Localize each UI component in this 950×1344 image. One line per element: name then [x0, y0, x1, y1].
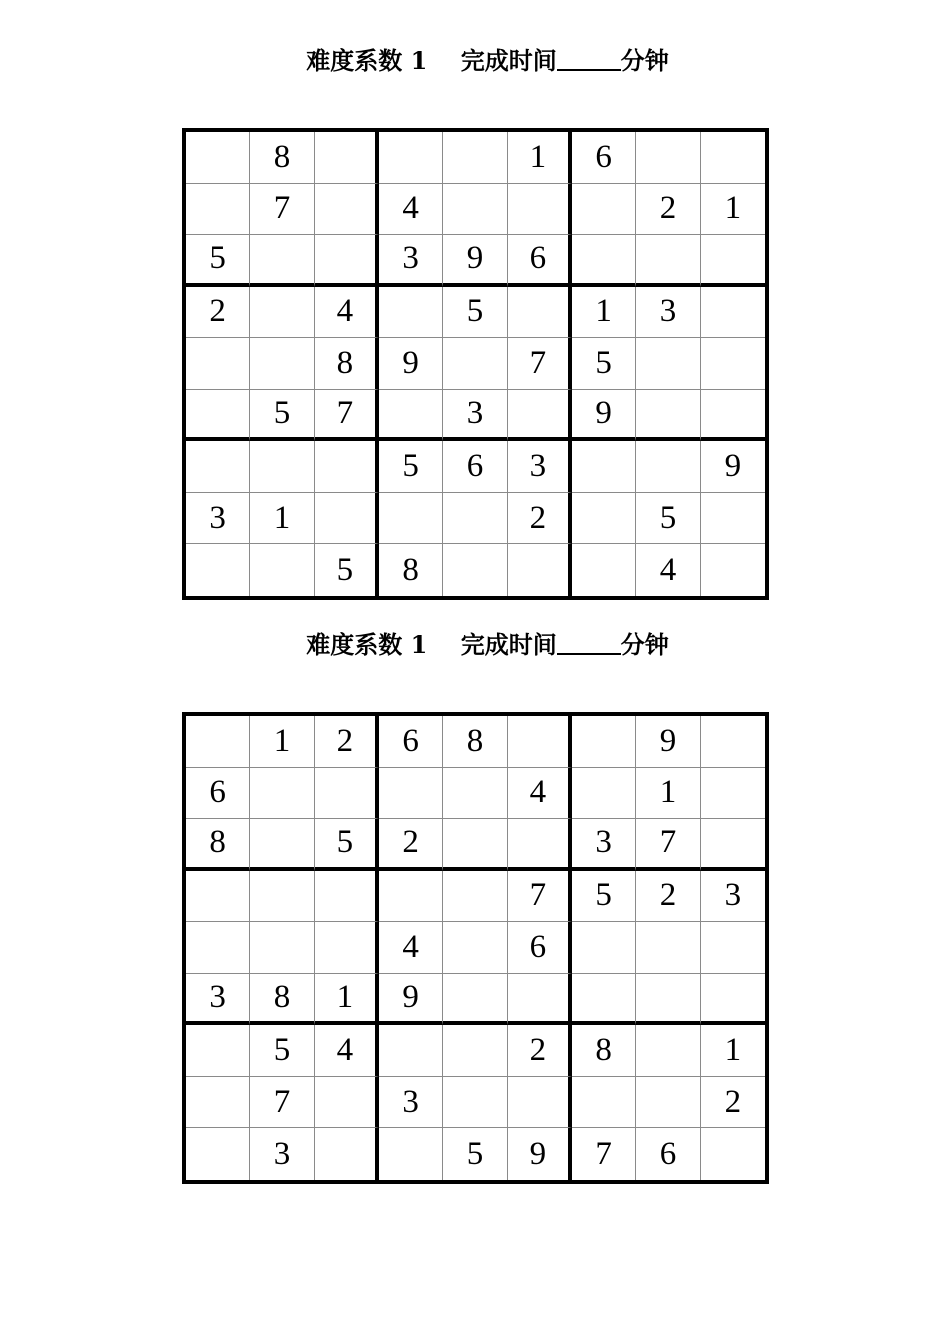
sudoku-cell[interactable]: 8 [186, 819, 250, 871]
sudoku-cell[interactable] [636, 922, 700, 974]
sudoku-cell[interactable] [572, 493, 636, 545]
sudoku-cell[interactable]: 9 [508, 1128, 572, 1180]
puzzle-2-title [0, 630, 950, 660]
sudoku-cell[interactable] [701, 974, 765, 1026]
sudoku-cell[interactable]: 3 [572, 819, 636, 871]
sudoku-cell[interactable] [379, 287, 443, 339]
sudoku-cell[interactable]: 6 [186, 768, 250, 820]
sudoku-cell[interactable] [250, 235, 314, 287]
sudoku-cell[interactable] [186, 922, 250, 974]
sudoku-cell[interactable]: 4 [315, 1025, 379, 1077]
sudoku-cell[interactable] [315, 184, 379, 236]
sudoku-cell[interactable] [701, 716, 765, 768]
sudoku-cell[interactable] [250, 338, 314, 390]
sudoku-cell[interactable]: 7 [508, 871, 572, 923]
sudoku-cell[interactable] [701, 1128, 765, 1180]
sudoku-cell[interactable] [701, 922, 765, 974]
sudoku-cell[interactable]: 9 [636, 716, 700, 768]
sudoku-cell[interactable] [186, 871, 250, 923]
sudoku-cell[interactable] [186, 132, 250, 184]
sudoku-cell[interactable] [572, 184, 636, 236]
sudoku-cell[interactable]: 4 [636, 544, 700, 596]
sudoku-cell[interactable]: 5 [636, 493, 700, 545]
sudoku-grid-2 [182, 712, 769, 1184]
sudoku-cell[interactable] [508, 974, 572, 1026]
sudoku-cell[interactable] [636, 441, 700, 493]
sudoku-cell[interactable] [186, 390, 250, 442]
sudoku-cell[interactable] [186, 441, 250, 493]
sudoku-cell[interactable]: 9 [379, 974, 443, 1026]
sudoku-cell[interactable] [443, 1025, 507, 1077]
sudoku-cell[interactable] [186, 544, 250, 596]
sudoku-cell[interactable]: 5 [572, 338, 636, 390]
sudoku-cell[interactable]: 1 [701, 1025, 765, 1077]
sudoku-cell[interactable] [443, 493, 507, 545]
sudoku-cell[interactable] [636, 1025, 700, 1077]
sudoku-cell[interactable] [508, 184, 572, 236]
sudoku-cell[interactable]: 3 [379, 235, 443, 287]
sudoku-cell[interactable]: 2 [508, 493, 572, 545]
sudoku-cell[interactable] [508, 287, 572, 339]
sudoku-cell[interactable] [701, 819, 765, 871]
sudoku-cell[interactable] [315, 1077, 379, 1129]
sudoku-cell[interactable]: 8 [443, 716, 507, 768]
sudoku-cell[interactable]: 1 [508, 132, 572, 184]
sudoku-cell[interactable] [186, 338, 250, 390]
sudoku-cell[interactable] [572, 922, 636, 974]
difficulty-label: 难度系数 1 [306, 630, 428, 659]
minutes-unit-label: 分钟 [620, 630, 669, 659]
sudoku-cell[interactable]: 4 [379, 922, 443, 974]
sudoku-cell[interactable]: 3 [250, 1128, 314, 1180]
sudoku-cell[interactable] [250, 768, 314, 820]
sudoku-cell[interactable]: 7 [315, 390, 379, 442]
sudoku-cell[interactable] [186, 1077, 250, 1129]
sudoku-cell[interactable]: 6 [636, 1128, 700, 1180]
sudoku-cell[interactable]: 9 [443, 235, 507, 287]
sudoku-cell[interactable] [443, 544, 507, 596]
sudoku-cell[interactable]: 5 [250, 390, 314, 442]
sudoku-cell[interactable]: 2 [701, 1077, 765, 1129]
sudoku-cell[interactable]: 5 [315, 544, 379, 596]
sudoku-cell[interactable]: 3 [701, 871, 765, 923]
sudoku-cell[interactable] [250, 287, 314, 339]
sudoku-cell[interactable] [315, 493, 379, 545]
sudoku-cell[interactable]: 5 [572, 871, 636, 923]
sudoku-cell[interactable]: 8 [315, 338, 379, 390]
sudoku-cell[interactable] [636, 1077, 700, 1129]
sudoku-cell[interactable]: 3 [636, 287, 700, 339]
sudoku-cell[interactable]: 8 [379, 544, 443, 596]
sudoku-cell[interactable] [701, 287, 765, 339]
sudoku-cell[interactable]: 5 [379, 441, 443, 493]
sudoku-cell[interactable]: 7 [636, 819, 700, 871]
sudoku-cell[interactable] [186, 1128, 250, 1180]
sudoku-cell[interactable] [315, 441, 379, 493]
sudoku-cell[interactable] [572, 544, 636, 596]
sudoku-cell[interactable]: 3 [379, 1077, 443, 1129]
sudoku-grid-1 [182, 128, 769, 600]
sudoku-cell[interactable] [186, 184, 250, 236]
sudoku-cell[interactable]: 3 [186, 974, 250, 1026]
sudoku-cell[interactable]: 3 [186, 493, 250, 545]
sudoku-cell[interactable]: 6 [443, 441, 507, 493]
sudoku-cell[interactable] [443, 819, 507, 871]
sudoku-cell[interactable]: 5 [443, 1128, 507, 1180]
sudoku-cell[interactable] [701, 235, 765, 287]
sudoku-cell[interactable]: 1 [315, 974, 379, 1026]
sudoku-cell[interactable] [315, 1128, 379, 1180]
sudoku-cell[interactable] [701, 338, 765, 390]
sudoku-cell[interactable] [701, 132, 765, 184]
sudoku-cell[interactable]: 8 [572, 1025, 636, 1077]
sudoku-cell[interactable]: 1 [572, 287, 636, 339]
sudoku-cell[interactable] [250, 544, 314, 596]
sudoku-cell[interactable] [379, 1128, 443, 1180]
sudoku-cell[interactable]: 2 [636, 184, 700, 236]
sudoku-cell[interactable] [701, 493, 765, 545]
time-blank[interactable] [557, 631, 621, 655]
sudoku-cell[interactable]: 7 [508, 338, 572, 390]
sudoku-cell[interactable] [250, 441, 314, 493]
sudoku-cell[interactable] [186, 1025, 250, 1077]
sudoku-cell[interactable] [443, 922, 507, 974]
sudoku-cell[interactable]: 4 [315, 287, 379, 339]
sudoku-cell[interactable] [508, 544, 572, 596]
sudoku-cell[interactable]: 2 [186, 287, 250, 339]
sudoku-cell[interactable]: 8 [250, 974, 314, 1026]
sudoku-cell[interactable] [250, 922, 314, 974]
sudoku-cell[interactable] [315, 768, 379, 820]
sudoku-cell[interactable]: 9 [701, 441, 765, 493]
sudoku-cell[interactable]: 7 [250, 1077, 314, 1129]
completion-time-label: 完成时间 [460, 46, 557, 75]
sudoku-cell[interactable] [379, 493, 443, 545]
sudoku-cell[interactable]: 5 [315, 819, 379, 871]
sudoku-cell[interactable] [572, 716, 636, 768]
sudoku-cell[interactable]: 6 [508, 922, 572, 974]
sudoku-cell[interactable]: 2 [636, 871, 700, 923]
sudoku-cell[interactable] [315, 235, 379, 287]
sudoku-cell[interactable] [443, 1077, 507, 1129]
sudoku-cell[interactable] [508, 1077, 572, 1129]
puzzle-1-title [0, 46, 950, 76]
sudoku-cell[interactable] [250, 871, 314, 923]
sudoku-cell[interactable]: 5 [443, 287, 507, 339]
sudoku-cell[interactable]: 6 [572, 132, 636, 184]
sudoku-cell[interactable]: 1 [636, 768, 700, 820]
sudoku-cell[interactable] [315, 871, 379, 923]
sudoku-cell[interactable] [250, 819, 314, 871]
sudoku-cell[interactable] [379, 132, 443, 184]
sudoku-cell[interactable] [572, 235, 636, 287]
sudoku-cell[interactable] [636, 390, 700, 442]
sudoku-cell[interactable] [443, 338, 507, 390]
completion-time-label: 完成时间 [460, 630, 557, 659]
sudoku-cell[interactable]: 2 [315, 716, 379, 768]
sudoku-cell[interactable] [315, 132, 379, 184]
sudoku-cell[interactable] [379, 768, 443, 820]
sudoku-cell[interactable] [443, 768, 507, 820]
sudoku-cell[interactable]: 5 [250, 1025, 314, 1077]
sudoku-cell[interactable] [572, 768, 636, 820]
sudoku-cell[interactable]: 1 [250, 493, 314, 545]
difficulty-label: 难度系数 1 [306, 46, 428, 75]
sudoku-cell[interactable]: 7 [572, 1128, 636, 1180]
sudoku-cell[interactable] [443, 184, 507, 236]
sudoku-cell[interactable]: 3 [508, 441, 572, 493]
sudoku-cell[interactable] [443, 132, 507, 184]
sudoku-cell[interactable]: 1 [250, 716, 314, 768]
sudoku-cell[interactable] [572, 1077, 636, 1129]
sudoku-cell[interactable]: 8 [250, 132, 314, 184]
sudoku-cell[interactable]: 1 [701, 184, 765, 236]
sudoku-cell[interactable] [315, 922, 379, 974]
minutes-unit-label: 分钟 [620, 46, 669, 75]
sudoku-cell[interactable] [508, 716, 572, 768]
sudoku-cell[interactable] [636, 338, 700, 390]
sudoku-cell[interactable]: 3 [443, 390, 507, 442]
sudoku-cell[interactable]: 9 [379, 338, 443, 390]
time-blank[interactable] [557, 47, 621, 71]
sudoku-cell[interactable]: 6 [508, 235, 572, 287]
sudoku-cell[interactable] [379, 390, 443, 442]
sudoku-cell[interactable] [701, 768, 765, 820]
sudoku-cell[interactable]: 2 [379, 819, 443, 871]
sudoku-cell[interactable] [508, 390, 572, 442]
sudoku-cell[interactable] [379, 1025, 443, 1077]
sudoku-cell[interactable] [508, 819, 572, 871]
sudoku-cell[interactable] [701, 390, 765, 442]
sudoku-cell[interactable]: 9 [572, 390, 636, 442]
sudoku-cell[interactable] [186, 716, 250, 768]
sudoku-cell[interactable]: 7 [250, 184, 314, 236]
sudoku-cell[interactable] [701, 544, 765, 596]
sudoku-cell[interactable] [443, 871, 507, 923]
sudoku-cell[interactable] [572, 974, 636, 1026]
sudoku-cell[interactable] [379, 871, 443, 923]
sudoku-cell[interactable] [636, 974, 700, 1026]
sudoku-cell[interactable]: 6 [379, 716, 443, 768]
sudoku-cell[interactable]: 4 [379, 184, 443, 236]
sudoku-cell[interactable]: 2 [508, 1025, 572, 1077]
sudoku-cell[interactable] [636, 132, 700, 184]
sudoku-cell[interactable]: 4 [508, 768, 572, 820]
sudoku-cell[interactable] [636, 235, 700, 287]
sudoku-cell[interactable] [443, 974, 507, 1026]
sudoku-cell[interactable] [572, 441, 636, 493]
sudoku-cell[interactable]: 5 [186, 235, 250, 287]
